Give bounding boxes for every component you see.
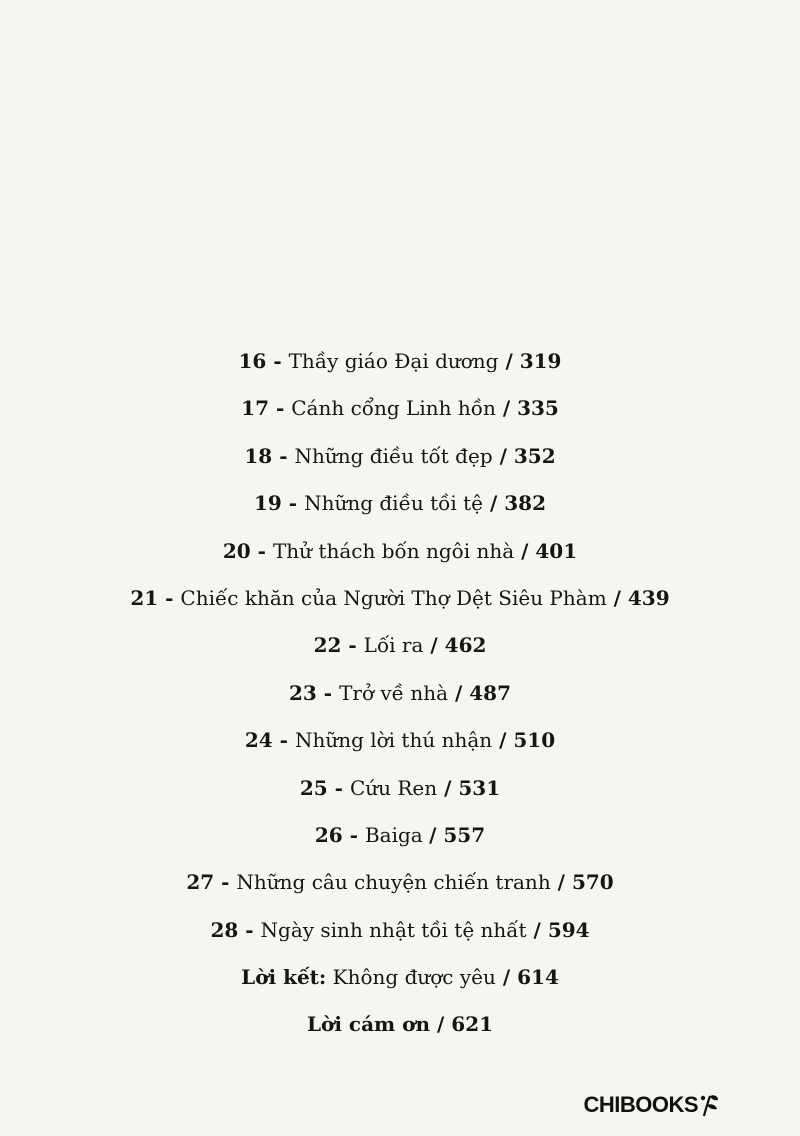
toc-entry-23: 23 - Trở về nhà / 487 — [288, 680, 511, 705]
toc-entry-28: 28 - Ngày sinh nhật tồi tệ nhất / 594 — [210, 917, 590, 942]
toc-entry-17: 17 - Cánh cổng Linh hồn / 335 — [241, 396, 559, 421]
toc-entry-27: 27 - Những câu chuyện chiến tranh / 570 — [186, 870, 614, 895]
toc-entry-18: 18 - Những điều tốt đẹp / 352 — [244, 443, 556, 468]
toc-entry-22: 22 - Lối ra / 462 — [313, 633, 487, 658]
toc-entry-26: 26 - Baiga / 557 — [314, 822, 486, 847]
publisher-name: CHIBOOKS — [583, 1092, 698, 1117]
table-of-contents — [0, 338, 800, 1049]
toc-entry-24: 24 - Những lời thú nhận / 510 — [244, 728, 556, 753]
toc-entry-epilogue: Lời kết: Không được yêu / 614 — [241, 965, 559, 990]
toc-entry-25: 25 - Cứu Ren / 531 — [299, 775, 501, 800]
toc-entry-21: 21 - Chiếc khăn của Người Thợ Dệt Siêu Phàm / 439 — [130, 585, 670, 610]
toc-entry-16: 16 - Thầy giáo Đại dương / 319 — [238, 349, 562, 373]
toc-entry-thanks: Lời cám ơn / 621 — [306, 1012, 494, 1037]
toc-entry-19: 19 - Những điều tồi tệ / 382 — [253, 491, 546, 516]
publisher-logo — [583, 1092, 722, 1118]
toc-entry-20: 20 - Thử thách bốn ngôi nhà / 401 — [222, 538, 578, 563]
leaf-icon — [700, 1092, 722, 1118]
